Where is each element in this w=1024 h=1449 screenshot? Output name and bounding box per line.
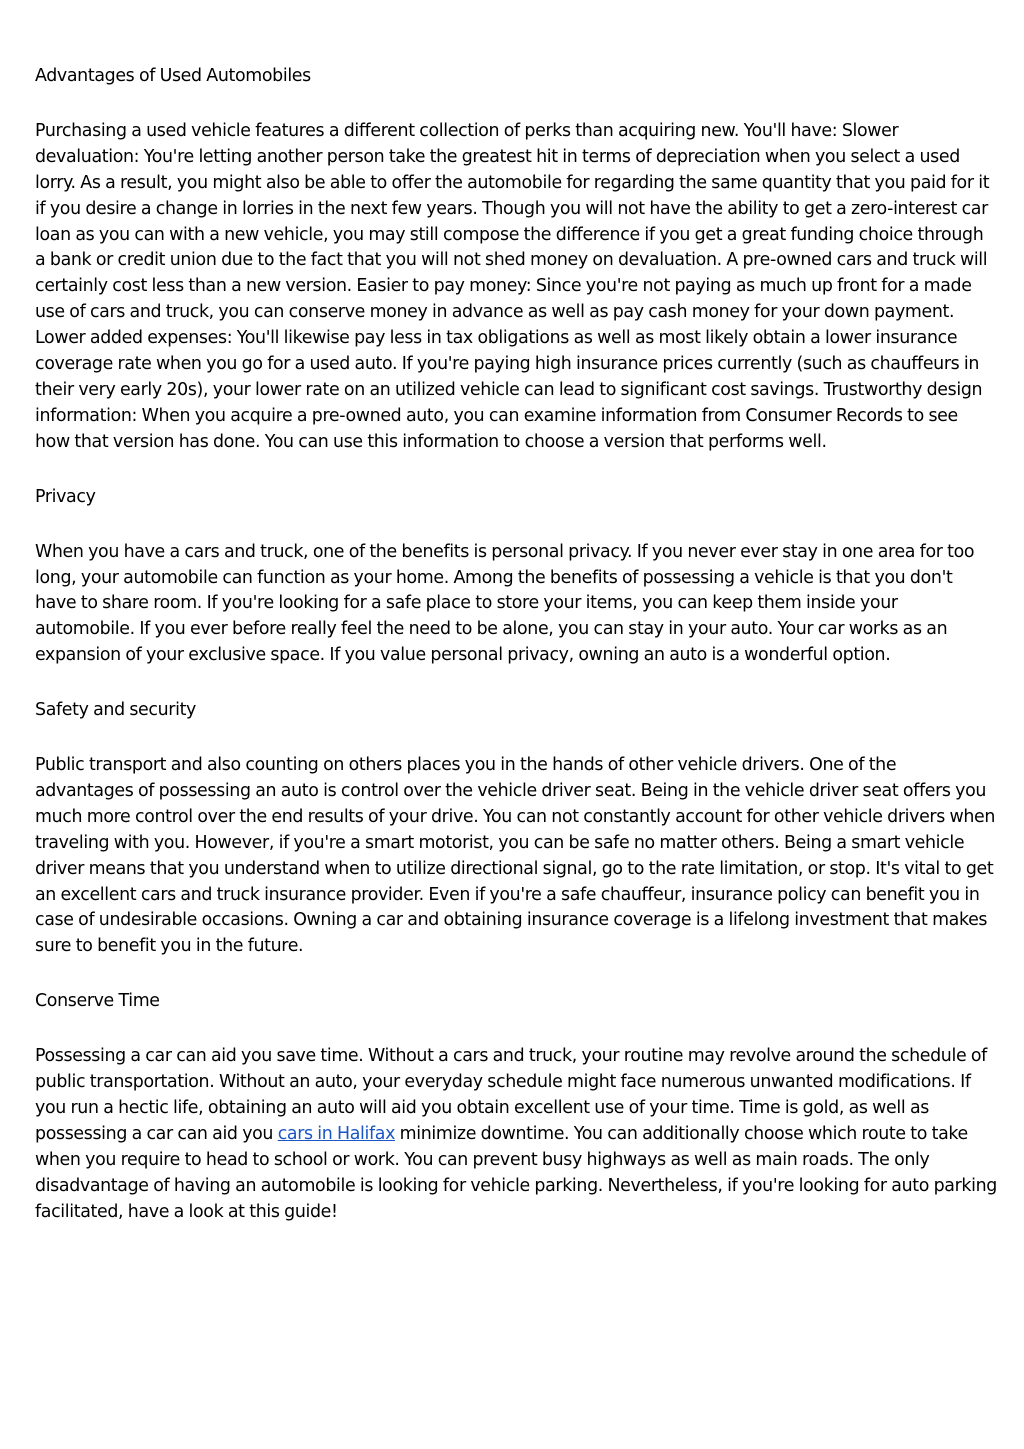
section-body-conserve-time xyxy=(35,1044,997,1225)
section-heading-safety: Safety and security xyxy=(35,700,196,721)
section-heading-used-automobiles: Advantages of Used Automobiles xyxy=(35,66,311,86)
document-page xyxy=(35,64,997,1255)
section-heading-conserve-time: Conserve Time xyxy=(35,991,160,1012)
section-body-used-automobiles: Purchasing a used vehicle features a different collection of perks than acquiring new. You'll have: Slower devaluation: You're letting another person take the greatest hit in terms of depreciation when you select a used lorry. As a result, you might also be able to offer the automobile for regarding the same quantity that you paid for it if you desire a change in lorries in the next few years. Though you will not have the ability to get a zero-interest car loan as you can with a new vehicle, you may still compose the difference if you get a great funding choice through a bank or credit union due to the fact that you will not shed money on devaluation. A pre-owned cars and truck will certainly cost less than a new version. Easier to pay money: Since you're not paying as much up front for a made use of cars and truck, you can conserve money in advance as well as pay cash money for your down payment. Lower added expenses: You'll likewise pay less in tax obligations as well as most likely obtain a lower insurance coverage rate when you go for a used auto. If you're paying high insurance prices currently (such as chauffeurs in their very early 20s), your lower rate on an utilized vehicle can lead to significant cost savings. Trustworthy design information: When you acquire a pre-owned auto, you can examine information from Consumer Records to see how that version has done. You can use this information to choose a version that performs well. xyxy=(35,120,990,452)
body-text-before-link: Possessing a car can aid you save time. Without a cars and truck, your routine may revolve around the schedule of public transportation. Without an auto, your everyday schedule might face numerous unwanted modifications. If you run a hectic life, obtaining an auto will aid you obtain excellent use of your time. Time is gold, as well as possessing a car can aid you xyxy=(35,1046,987,1144)
section-body-privacy: When you have a cars and truck, one of the benefits is personal privacy. If you never ever stay in one area for too long, your automobile can function as your home. Among the benefits of possessing a vehicle is that you don't have to share room. If you're looking for a safe place to store your items, you can keep them inside your automobile. If you ever before really feel the need to be alone, you can stay in your auto. Your car works as an expansion of your exclusive space. If you value personal privacy, owning an auto is a wonderful option. xyxy=(35,541,975,666)
cars-in-halifax-link[interactable]: cars in Halifax xyxy=(277,1123,396,1144)
body-text-after-link: minimize downtime. You can additionally choose which route to take when you require to head to school or work. You can prevent busy highways as well as main roads. The only disadvantage of having an automobile is looking for vehicle parking. Nevertheless, if you're looking for auto parking facilitated, have a look at this guide! xyxy=(35,1123,997,1222)
section-body-safety: Public transport and also counting on others places you in the hands of other vehicle drivers. One of the advantages of possessing an auto is control over the vehicle driver seat. Being in the vehicle driver seat offers you much more control over the end results of your drive. You can not constantly account for other vehicle drivers when traveling with you. However, if you're a smart motorist, you can be safe no matter others. Being a smart vehicle driver means that you understand when to utilize directional signal, go to the rate limitation, or stop. It's vital to get an excellent cars and truck insurance provider. Even if you're a safe chauffeur, insurance policy can benefit you in case of undesirable occasions. Owning a car and obtaining insurance coverage is a lifelong investment that makes sure to benefit you in the future. xyxy=(35,755,996,957)
section-heading-privacy: Privacy xyxy=(35,486,96,507)
